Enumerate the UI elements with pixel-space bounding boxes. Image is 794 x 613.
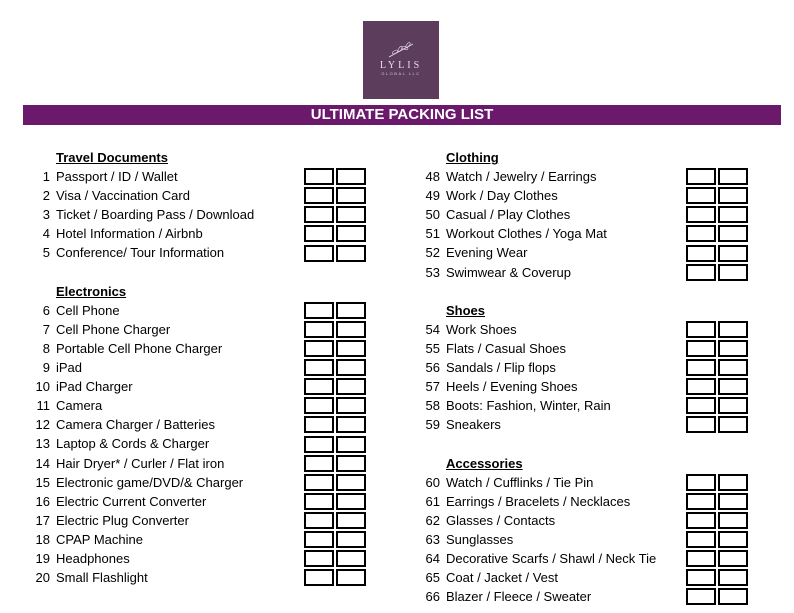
item-label: Electric Current Converter <box>56 493 207 509</box>
section-heading <box>420 301 780 320</box>
item-label: Camera <box>56 398 103 414</box>
checkbox[interactable] <box>718 245 748 262</box>
checkbox[interactable] <box>686 588 716 605</box>
item-label: Cell Phone Charger <box>56 321 171 337</box>
item-label: Watch / Cufflinks / Tie Pin <box>446 474 594 490</box>
checkbox[interactable] <box>686 321 716 338</box>
item-number: 58 <box>425 398 440 414</box>
item-number: 66 <box>425 589 440 605</box>
item-label: Work / Day Clothes <box>446 188 558 204</box>
checkbox[interactable] <box>718 416 748 433</box>
checkbox[interactable] <box>686 474 716 491</box>
item-number: 19 <box>35 550 50 566</box>
checkbox[interactable] <box>304 569 334 586</box>
section-spacer <box>30 263 370 282</box>
item-label: Conference/ Tour Information <box>56 245 225 261</box>
checkbox[interactable] <box>304 187 334 204</box>
checkbox[interactable] <box>336 206 366 223</box>
item-number: 64 <box>425 550 440 566</box>
item-label: Cell Phone <box>56 302 120 318</box>
section-heading-label: Clothing <box>446 150 499 165</box>
section-heading-label: Shoes <box>446 302 486 318</box>
checkbox[interactable] <box>336 569 366 586</box>
company-logo <box>363 21 439 99</box>
leaf-branch-icon <box>386 41 416 59</box>
checkbox[interactable] <box>304 359 334 376</box>
item-label: Sandals / Flip flops <box>446 360 556 376</box>
item-label: iPad Charger <box>56 379 133 395</box>
logo-sub-text: GLOBAL LLC <box>381 71 421 76</box>
item-number: 12 <box>35 417 50 433</box>
item-label: Swimwear & Coverup <box>446 264 571 280</box>
section-heading-label: Accessories <box>446 455 523 471</box>
checkbox[interactable] <box>336 493 366 510</box>
item-label: Laptop & Cords & Charger <box>56 436 210 452</box>
item-number: 51 <box>425 226 440 242</box>
checkbox[interactable] <box>686 359 716 376</box>
checkbox[interactable] <box>304 245 334 262</box>
checkbox[interactable] <box>718 225 748 242</box>
checkbox[interactable] <box>304 302 334 319</box>
item-number: 2 <box>42 188 50 204</box>
item-label: Watch / Jewelry / Earrings <box>446 169 597 185</box>
item-label: Passport / ID / Wallet <box>56 169 178 185</box>
item-number: 63 <box>425 531 440 547</box>
checkbox[interactable] <box>336 168 366 185</box>
checkbox[interactable] <box>304 397 334 414</box>
checkbox[interactable] <box>718 588 748 605</box>
item-number: 4 <box>42 226 50 242</box>
checkbox[interactable] <box>686 225 716 242</box>
item-number: 55 <box>425 340 440 356</box>
item-number: 57 <box>425 379 440 395</box>
item-label: Workout Clothes / Yoga Mat <box>446 226 607 242</box>
item-number: 16 <box>35 493 50 509</box>
item-number: 49 <box>425 188 440 204</box>
checkbox[interactable] <box>304 416 334 433</box>
item-label: Ticket / Boarding Pass / Download <box>56 207 255 223</box>
item-label: Hotel Information / Airbnb <box>56 226 203 242</box>
checkbox[interactable] <box>718 531 748 548</box>
item-number: 52 <box>425 245 440 261</box>
item-number: 48 <box>425 169 440 185</box>
section-spacer <box>420 434 780 453</box>
item-label: Camera Charger / Batteries <box>56 417 215 433</box>
item-label: Small Flashlight <box>56 570 148 586</box>
item-number: 65 <box>425 570 440 586</box>
item-number: 14 <box>35 455 50 471</box>
section-heading-label: Electronics <box>56 283 127 299</box>
item-number: 62 <box>425 512 440 528</box>
checkbox[interactable] <box>336 378 366 395</box>
checkbox[interactable] <box>718 187 748 204</box>
checkbox[interactable] <box>304 378 334 395</box>
item-label: Sneakers <box>446 417 501 433</box>
checkbox[interactable] <box>336 302 366 319</box>
checkbox[interactable] <box>304 493 334 510</box>
checkbox[interactable] <box>718 474 748 491</box>
checkbox[interactable] <box>336 225 366 242</box>
item-label: Electronic game/DVD/& Charger <box>56 474 244 490</box>
section-heading-label: Travel Documents <box>56 150 168 165</box>
item-number: 60 <box>425 474 440 490</box>
item-label: Visa / Vaccination Card <box>56 188 190 204</box>
section-heading <box>30 282 370 301</box>
checkbox[interactable] <box>686 512 716 529</box>
checkbox[interactable] <box>718 340 748 357</box>
item-number: 56 <box>425 360 440 376</box>
checkbox[interactable] <box>336 397 366 414</box>
logo-brand-text: LYLIS <box>379 60 423 71</box>
item-number: 53 <box>425 264 440 280</box>
checkbox[interactable] <box>686 397 716 414</box>
item-number: 7 <box>42 321 50 337</box>
checkbox[interactable] <box>718 493 748 510</box>
item-label: Coat / Jacket / Vest <box>446 570 558 586</box>
checkbox[interactable] <box>686 569 716 586</box>
item-number: 3 <box>42 207 50 223</box>
item-label: Heels / Evening Shoes <box>446 379 578 395</box>
checkbox[interactable] <box>336 416 366 433</box>
item-label: Flats / Casual Shoes <box>446 340 566 356</box>
checkbox[interactable] <box>336 474 366 491</box>
item-number: 9 <box>42 360 50 376</box>
checkbox[interactable] <box>686 340 716 357</box>
section-heading <box>420 148 780 167</box>
item-number: 54 <box>425 321 440 337</box>
item-label: Work Shoes <box>446 321 517 337</box>
item-label: Hair Dryer* / Curler / Flat iron <box>56 455 225 471</box>
checkbox[interactable] <box>718 569 748 586</box>
checkbox[interactable] <box>336 340 366 357</box>
checkbox[interactable] <box>686 187 716 204</box>
item-number: 15 <box>35 474 50 490</box>
item-label: Glasses / Contacts <box>446 512 556 528</box>
checkbox[interactable] <box>686 206 716 223</box>
checkbox[interactable] <box>718 321 748 338</box>
item-label: Sunglasses <box>446 531 514 547</box>
checkbox[interactable] <box>336 455 366 472</box>
item-number: 20 <box>35 570 50 586</box>
checkbox[interactable] <box>336 245 366 262</box>
item-label: Boots: Fashion, Winter, Rain <box>446 398 611 414</box>
item-label: Blazer / Fleece / Sweater <box>446 589 592 605</box>
checkbox[interactable] <box>304 321 334 338</box>
section-heading <box>30 148 370 167</box>
item-number: 61 <box>425 493 440 509</box>
checkbox[interactable] <box>304 340 334 357</box>
checkbox[interactable] <box>686 550 716 567</box>
checkbox[interactable] <box>686 416 716 433</box>
checkbox[interactable] <box>686 493 716 510</box>
item-label: iPad <box>56 360 83 376</box>
checkbox[interactable] <box>686 264 716 281</box>
checkbox[interactable] <box>304 455 334 472</box>
item-label: Casual / Play Clothes <box>446 207 571 223</box>
checkbox[interactable] <box>304 206 334 223</box>
checkbox[interactable] <box>686 531 716 548</box>
checkbox[interactable] <box>336 531 366 548</box>
checkbox[interactable] <box>336 321 366 338</box>
item-number: 6 <box>42 302 50 318</box>
item-number: 1 <box>42 169 50 185</box>
checkbox[interactable] <box>718 397 748 414</box>
checkbox[interactable] <box>304 474 334 491</box>
checkbox[interactable] <box>718 512 748 529</box>
item-label: Earrings / Bracelets / Necklaces <box>446 493 631 509</box>
item-number: 13 <box>35 436 50 452</box>
checkbox[interactable] <box>304 550 334 567</box>
item-label: CPAP Machine <box>56 531 143 547</box>
item-number: 8 <box>42 340 50 356</box>
checkbox[interactable] <box>718 378 748 395</box>
checkbox[interactable] <box>336 436 366 453</box>
checkbox[interactable] <box>336 359 366 376</box>
item-number: 18 <box>35 531 50 547</box>
item-label: Headphones <box>56 550 130 566</box>
item-number: 10 <box>35 379 50 395</box>
item-number: 17 <box>35 512 50 528</box>
checkbox[interactable] <box>304 531 334 548</box>
checkbox[interactable] <box>718 359 748 376</box>
item-number: 11 <box>36 398 50 414</box>
checkbox[interactable] <box>718 168 748 185</box>
checkbox[interactable] <box>304 225 334 242</box>
checkbox[interactable] <box>336 187 366 204</box>
section-spacer <box>420 282 780 301</box>
checkbox[interactable] <box>686 168 716 185</box>
checkbox[interactable] <box>686 245 716 262</box>
item-number: 5 <box>42 245 50 261</box>
item-label: Electric Plug Converter <box>56 512 189 528</box>
checkbox[interactable] <box>686 378 716 395</box>
page-title-banner: ULTIMATE PACKING LIST <box>23 105 781 125</box>
checkbox[interactable] <box>304 436 334 453</box>
item-label: Decorative Scarfs / Shawl / Neck Tie <box>446 550 657 566</box>
item-number: 59 <box>425 417 440 433</box>
item-label: Portable Cell Phone Charger <box>56 340 223 356</box>
item-number: 50 <box>425 207 440 223</box>
item-label: Evening Wear <box>446 245 528 261</box>
checkbox[interactable] <box>304 512 334 529</box>
checkbox[interactable] <box>336 550 366 567</box>
checkbox[interactable] <box>304 168 334 185</box>
checkbox[interactable] <box>336 512 366 529</box>
checkbox[interactable] <box>718 206 748 223</box>
section-heading <box>420 454 780 473</box>
checkbox[interactable] <box>718 264 748 281</box>
checkbox[interactable] <box>718 550 748 567</box>
